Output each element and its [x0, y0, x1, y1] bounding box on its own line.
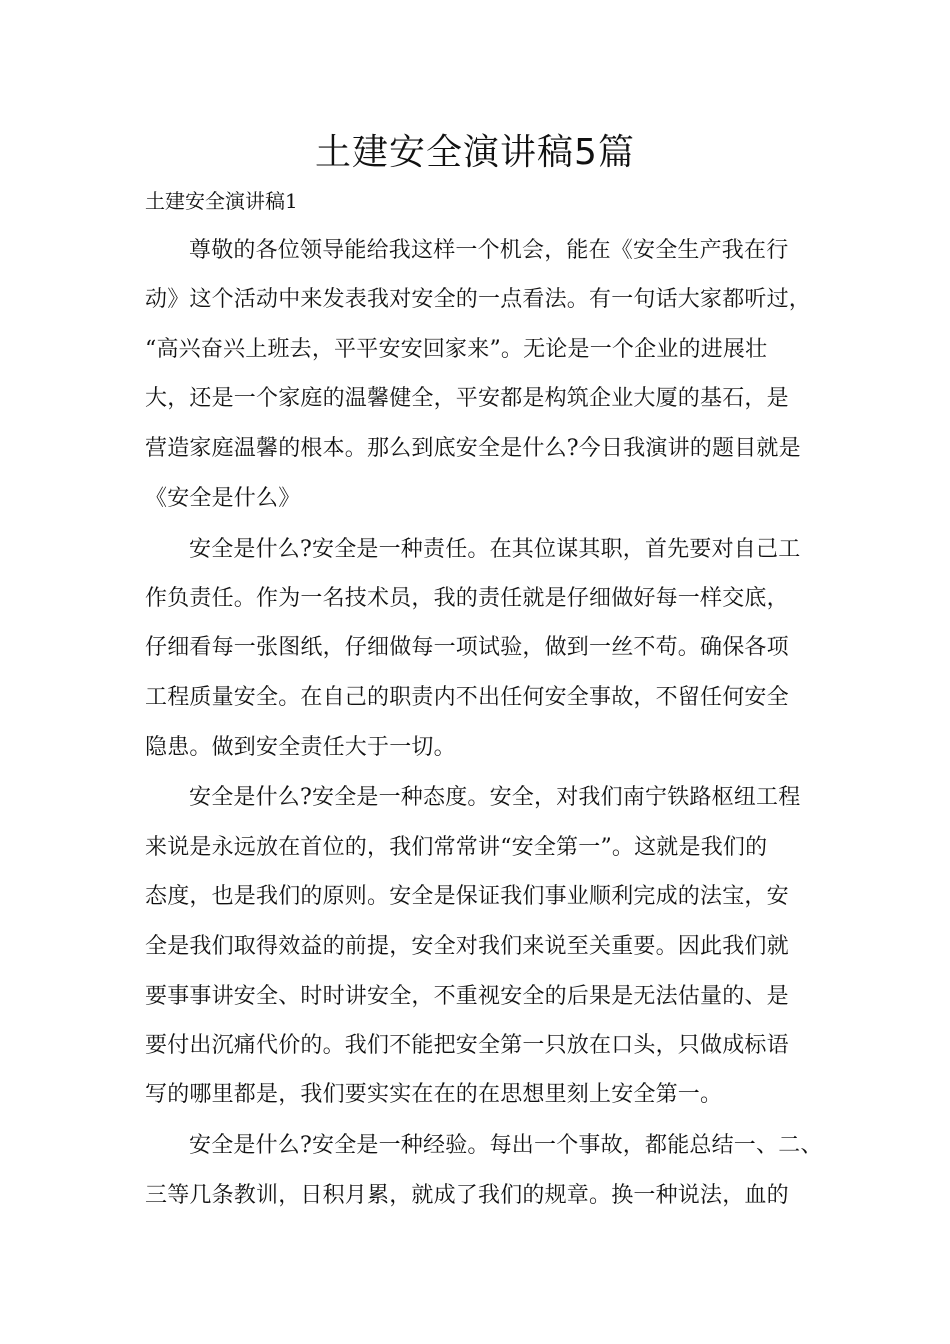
paragraph-1-line-5: 营造家庭温馨的根本。那么到底安全是什么?今日我演讲的题目就是: [145, 436, 801, 461]
document-title: 土建安全演讲稿5篇: [315, 132, 635, 173]
paragraph-3-line-7: 写的哪里都是，我们要实实在在的在思想里刻上安全第一。: [145, 1082, 723, 1107]
paragraph-3-line-4: 全是我们取得效益的前提，安全对我们来说至关重要。因此我们就: [145, 934, 789, 959]
paragraph-3-line-5: 要事事讲安全、时时讲安全，不重视安全的后果是无法估量的、是: [145, 984, 789, 1009]
paragraph-1-line-2: 动》这个活动中来发表我对安全的一点看法。有一句话大家都听过，: [145, 287, 812, 312]
paragraph-1-line-6: 《安全是什么》: [145, 486, 301, 511]
paragraph-3-line-1: 安全是什么?安全是一种态度。安全，对我们南宁铁路枢纽工程: [189, 785, 801, 810]
paragraph-1-line-4: 大，还是一个家庭的温馨健全，平安都是构筑企业大厦的基石，是: [145, 386, 789, 411]
paragraph-2-line-4: 工程质量安全。在自己的职责内不出任何安全事故，不留任何安全: [145, 685, 789, 710]
section-heading: 土建安全演讲稿1: [145, 189, 298, 213]
paragraph-2-line-2: 作负责任。作为一名技术员，我的责任就是仔细做好每一样交底，: [145, 586, 789, 611]
paragraph-3-line-6: 要付出沉痛代价的。我们不能把安全第一只放在口头，只做成标语: [145, 1033, 789, 1058]
paragraph-1-line-3: “高兴奋兴上班去，平平安安回家来”。无论是一个企业的进展壮: [145, 337, 768, 362]
paragraph-4-line-2: 三等几条教训，日积月累，就成了我们的规章。换一种说法，血的: [145, 1183, 789, 1208]
paragraph-2-line-1: 安全是什么?安全是一种责任。在其位谋其职，首先要对自己工: [189, 537, 801, 562]
paragraph-2-line-3: 仔细看每一张图纸，仔细做每一项试验，做到一丝不苟。确保各项: [145, 635, 789, 660]
paragraph-3-line-2: 来说是永远放在首位的，我们常常讲“安全第一”。这就是我们的: [145, 835, 768, 860]
paragraph-4-line-1: 安全是什么?安全是一种经验。每出一个事故，都能总结一、二、: [189, 1133, 823, 1158]
paragraph-2-line-5: 隐患。做到安全责任大于一切。: [145, 735, 456, 760]
paragraph-1-line-1: 尊敬的各位领导能给我这样一个机会，能在《安全生产我在行: [189, 238, 789, 263]
paragraph-3-line-3: 态度，也是我们的原则。安全是保证我们事业顺利完成的法宝，安: [145, 884, 789, 909]
